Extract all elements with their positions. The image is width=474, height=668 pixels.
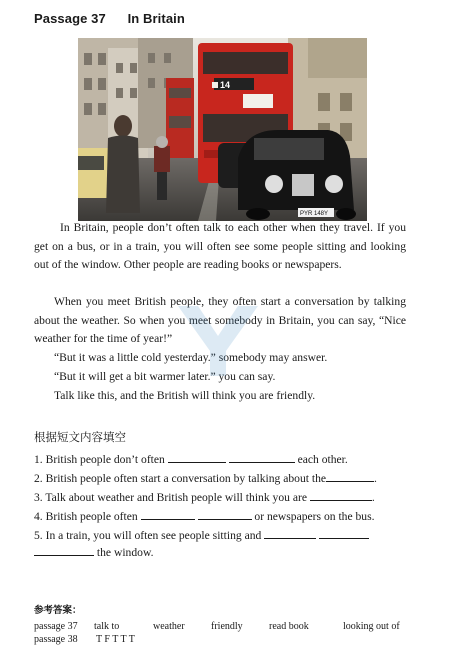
answer-key-heading: 参考答案：	[34, 605, 82, 616]
answer-blank[interactable]	[264, 528, 316, 539]
answer-cell: weather	[153, 621, 185, 632]
yellow-car	[78, 148, 108, 198]
paragraph-4: “But it will get a bit warmer later.” you can say.	[54, 370, 276, 383]
question-2-text: 2. British people often start a conversation by talking about the	[34, 472, 327, 485]
paragraph-5: Talk like this, and the British will think you are friendly.	[54, 389, 316, 402]
exercise-heading: 根据短文内容填空	[34, 430, 126, 444]
question-5	[34, 527, 406, 546]
question-5-text: 5. In a train, you will often see people sitting and	[34, 529, 262, 542]
question-5-text-end: the window.	[96, 546, 154, 559]
answer-cell: read book	[269, 621, 309, 632]
passage-heading: In Britain	[127, 11, 185, 26]
question-5-continued	[34, 544, 406, 563]
answer-cell: talk to	[94, 621, 120, 632]
question-1	[34, 451, 406, 470]
answer-blank[interactable]	[229, 452, 295, 463]
black-taxi	[238, 130, 356, 220]
answer-blank[interactable]	[310, 490, 372, 501]
answer-blank[interactable]	[319, 528, 369, 539]
answer-blank[interactable]	[168, 452, 226, 463]
answer-cell: looking out of	[343, 621, 400, 632]
question-4-text-end: or newspapers on the bus.	[254, 510, 375, 523]
answer-blank[interactable]	[198, 509, 252, 520]
question-1-text-end: each other.	[297, 453, 348, 466]
answer-blank[interactable]	[141, 509, 195, 520]
question-3	[34, 489, 406, 508]
question-3-text: 3. Talk about weather and British people will think you are	[34, 491, 307, 504]
answer-cell: friendly	[211, 621, 243, 632]
passage-number: Passage 37	[34, 11, 106, 26]
london-street-photo	[78, 38, 367, 221]
taxi-plate: PYR 148Y	[300, 211, 329, 217]
question-3-text-end: .	[371, 491, 375, 504]
passage-title	[34, 11, 185, 26]
paragraph-3: “But it was a little cold yesterday.” somebody may answer.	[54, 351, 328, 364]
question-2-text-end: .	[374, 472, 377, 485]
answer-cell: passage 38	[34, 634, 78, 645]
paragraph-1: In Britain, people don’t often talk to each other when they travel. If you get on a bus, or in a train, you will often see some people sitting and looking out of the window. Other people are reading books or newspapers.	[34, 221, 406, 272]
question-4	[34, 508, 406, 527]
paragraph-2: When you meet British people, they often start a conversation by talking about the weather. So when you meet somebody in Britain, you can say, “Nice weather for the time of year!”	[34, 295, 406, 346]
question-2	[34, 470, 406, 489]
answer-cell: T F T T T	[96, 634, 135, 645]
answer-blank[interactable]	[326, 471, 374, 482]
question-4-text: 4. British people often	[34, 510, 138, 523]
answer-cell: passage 37	[34, 621, 78, 632]
answer-blank[interactable]	[34, 545, 94, 556]
bus-route-number: 14	[220, 80, 231, 90]
question-1-text: 1. British people don’t often	[34, 453, 165, 466]
